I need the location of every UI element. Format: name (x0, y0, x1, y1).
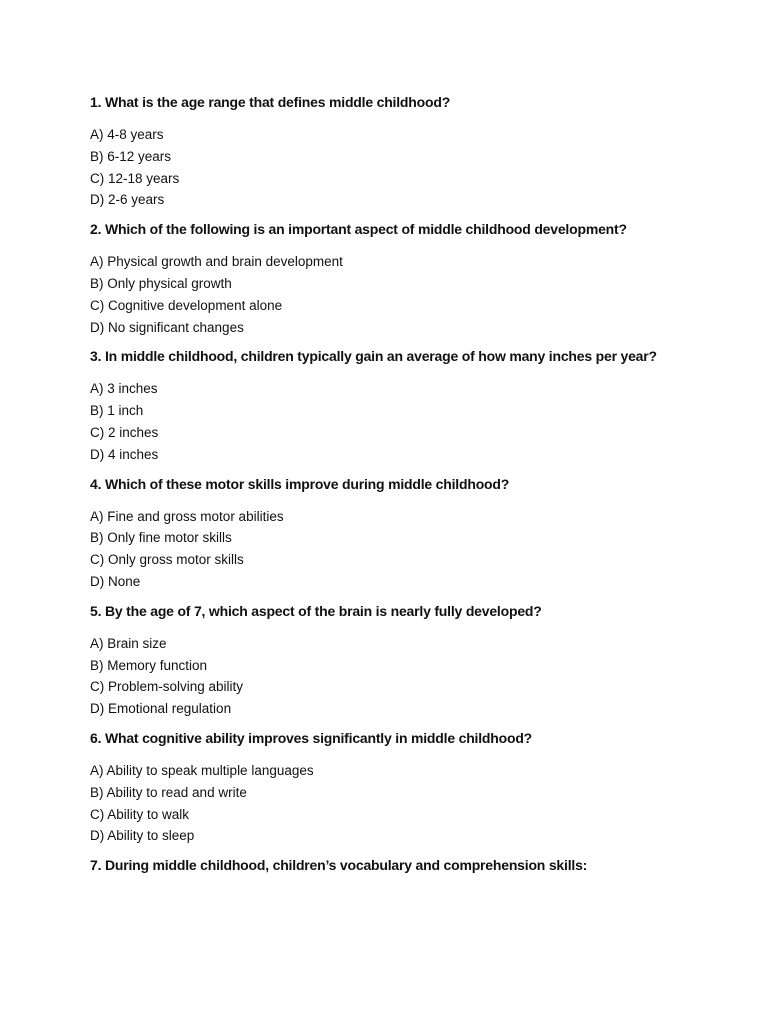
question-6 (90, 729, 730, 847)
question-3 (90, 347, 730, 465)
option-d: D) 4 inches (90, 446, 159, 462)
option-c: C) Only gross motor skills (90, 552, 244, 568)
question-1 (90, 93, 730, 211)
question-text: 4. Which of these motor skills improve during middle childhood? (90, 475, 510, 492)
option-d: D) Emotional regulation (90, 701, 232, 717)
question-4 (90, 475, 730, 593)
option-c: C) 2 inches (90, 424, 159, 440)
question-2 (90, 220, 730, 338)
option-b: B) 1 inch (90, 403, 144, 419)
option-d: D) 2-6 years (90, 192, 165, 208)
option-d: D) No significant changes (90, 319, 244, 335)
option-b: B) Ability to read and write (90, 784, 247, 800)
option-d: D) None (90, 573, 141, 589)
option-list (90, 251, 730, 338)
option-list (90, 124, 730, 211)
option-list (90, 760, 730, 847)
option-b: B) 6-12 years (90, 148, 172, 164)
option-a: A) Brain size (90, 635, 167, 651)
question-text: 1. What is the age range that defines middle childhood? (90, 94, 451, 110)
question-text: 2. Which of the following is an important aspect of middle childhood development? (90, 221, 627, 238)
option-c: C) Problem-solving ability (90, 679, 244, 695)
option-a: A) Ability to speak multiple languages (90, 762, 314, 778)
option-a: A) 4-8 years (90, 127, 164, 142)
option-b: B) Memory function (90, 657, 208, 673)
option-b: B) Only physical growth (90, 275, 232, 291)
quiz-document (90, 93, 730, 887)
option-b: B) Only fine motor skills (90, 530, 232, 546)
option-list (90, 378, 730, 465)
question-text: 3. In middle childhood, children typically gain an average of how many inches per year? (90, 348, 657, 365)
option-list (90, 506, 730, 593)
option-c: C) 12-18 years (90, 170, 180, 186)
question-text: 6. What cognitive ability improves significantly in middle childhood? (90, 729, 533, 746)
option-a: A) Fine and gross motor abilities (90, 508, 284, 524)
option-c: C) Ability to walk (90, 806, 190, 822)
option-a: A) Physical growth and brain development (90, 254, 343, 270)
option-a: A) 3 inches (90, 381, 158, 397)
question-7 (90, 856, 730, 874)
option-list (90, 633, 730, 720)
question-text: 5. By the age of 7, which aspect of the brain is nearly fully developed? (90, 602, 542, 619)
option-d: D) Ability to sleep (90, 828, 195, 844)
question-text: 7. During middle childhood, children’s vocabulary and comprehension skills: (90, 857, 588, 874)
option-c: C) Cognitive development alone (90, 297, 283, 313)
question-5 (90, 602, 730, 720)
